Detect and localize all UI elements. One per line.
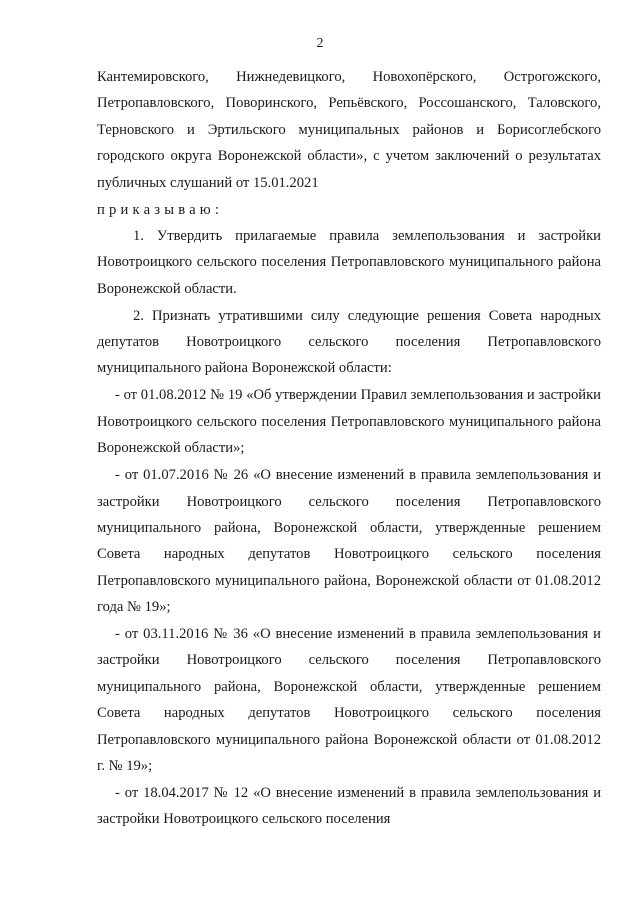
repealed-decision-2: - от 01.07.2016 № 26 «О внесение изменений в правила землепользования и застройки Новотроицкого сельского поселения Петропавловского муниципального района, Воронежской области, утвержденные решением Совета народных депутатов Новотроицкого сельского поселения Петропавловского муниципального района, Воронежской области от 01.08.2012 года № 19»; <box>97 467 601 616</box>
intro-paragraph-continuation: Кантемировского, Нижнедевицкого, Новохопёрского, Острогожского, Петропавловского, Поворинского, Репьёвского, Россошанского, Таловского, Терновского и Эртильского муниципальных районов и Борисоглебского городского округа Воронежской области», с учетом заключений о результатах публичных слушаний от 15.01.2021 <box>97 69 601 191</box>
order-word: приказываю: <box>97 201 224 218</box>
repealed-decision-4: - от 18.04.2017 № 12 «О внесение изменений в правила землепользования и застройки Новотроицкого сельского поселения <box>97 784 601 828</box>
order-item-1: 1. Утвердить прилагаемые правила землепользования и застройки Новотроицкого сельского поселения Петропавловского муниципального района Воронежской области. <box>97 227 601 297</box>
document-body <box>97 64 601 833</box>
page-number: 2 <box>316 36 324 51</box>
order-item-2: 2. Признать утратившими силу следующие решения Совета народных депутатов Новотроицкого сельского поселения Петропавловского муниципального района Воронежской области: <box>97 307 601 377</box>
repealed-decision-1: - от 01.08.2012 № 19 «Об утверждении Правил землепользования и застройки Новотроицкого сельского поселения Петропавловского муниципального района Воронежской области»; <box>97 387 601 457</box>
repealed-decision-3: - от 03.11.2016 № 36 «О внесение изменений в правила землепользования и застройки Новотроицкого сельского поселения Петропавловского муниципального района, Воронежской области, утвержденные решением Совета народных депутатов Новотроицкого сельского поселения Петропавловского муниципального района Воронежской области от 01.08.2012 г. № 19»; <box>97 626 601 775</box>
